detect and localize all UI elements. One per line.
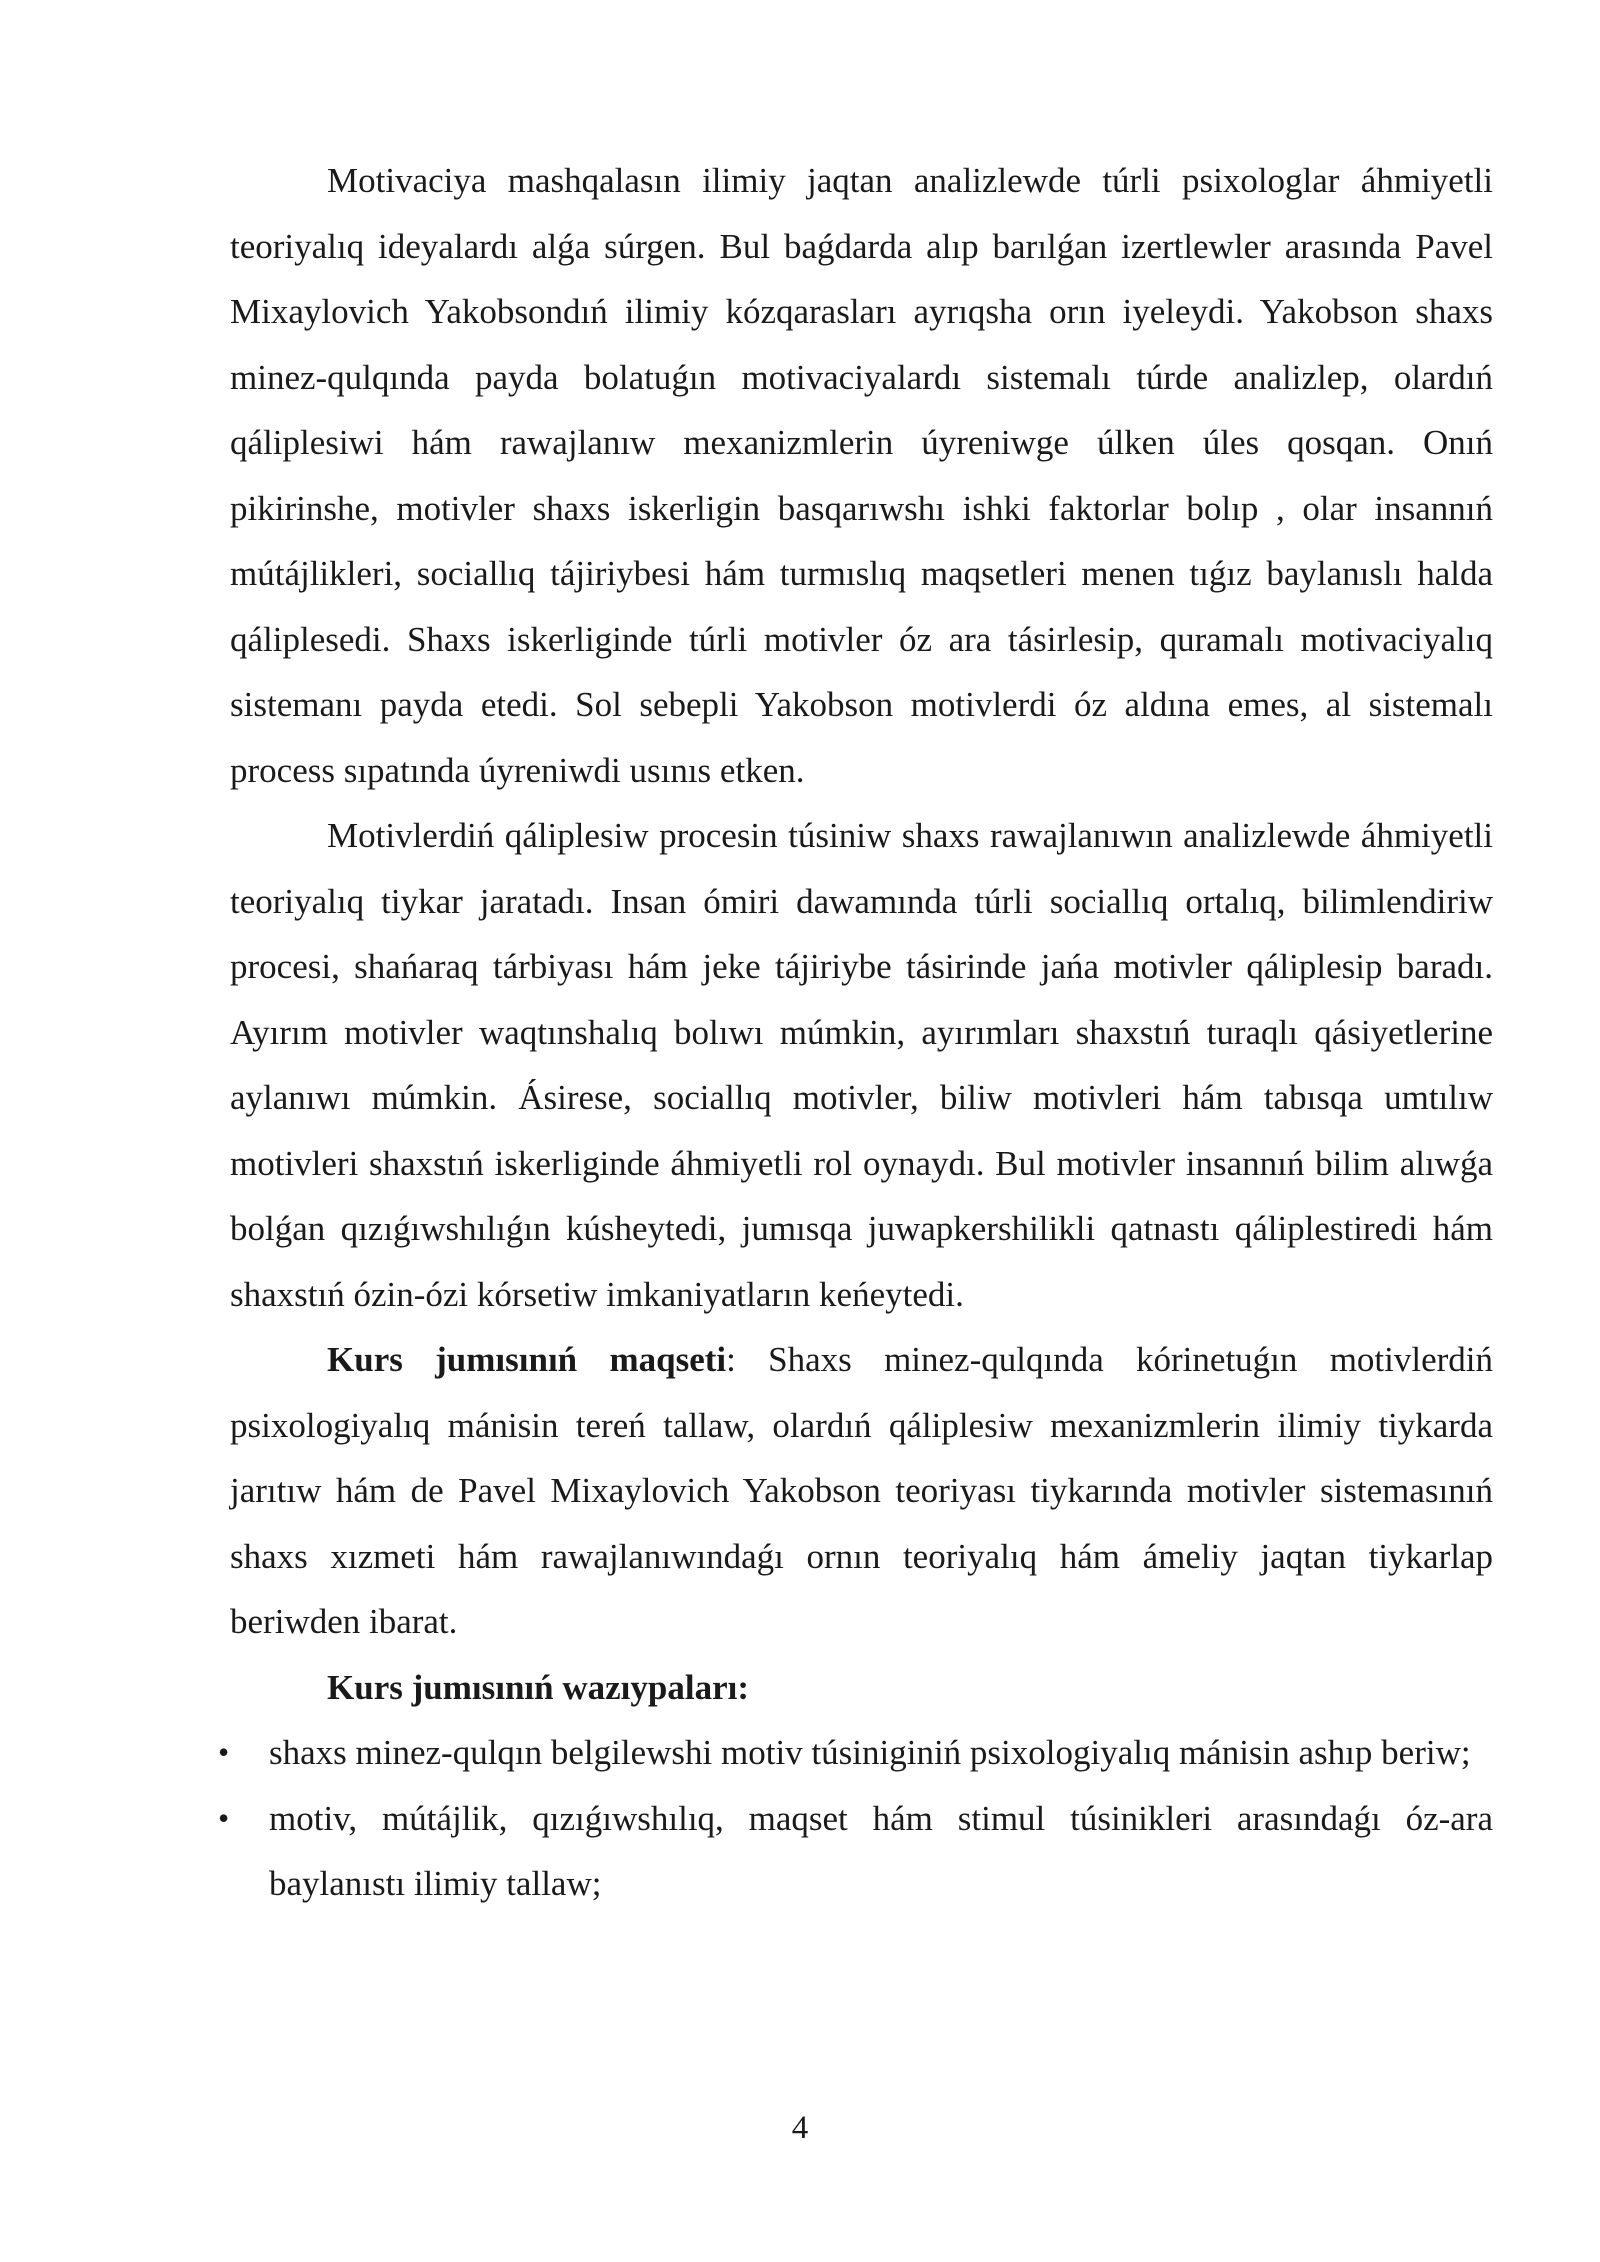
goal-text: Shaxs minez-qulqında kórinetuǵın motivlerdiń psixologiyalıq mánisin tereń tallaw, olardıń qáliplesiw mexanizmlerin ilimiy tiykarda jarıtıw hám de Pavel Mixaylovich Yakobson teoriyası tiykarında motivler sistemasınıń shaxs xızmeti hám rawajlanıwındaǵı ornın teoriyalıq hám ámeliy jaqtan tiykarlap beriwden ibarat. xyxy=(230,1340,1494,1641)
goal-separator: : xyxy=(726,1340,736,1379)
list-item xyxy=(218,1720,1493,1786)
tasks-list xyxy=(218,1720,1493,1917)
tasks-heading: Kurs jumısınıń wazıypaları: xyxy=(327,1667,749,1707)
bullet-icon: • xyxy=(218,1799,230,1836)
document-page xyxy=(218,148,1494,1917)
paragraph-course-goal xyxy=(230,1327,1493,1655)
paragraph-motive-formation: Motivlerdiń qáliplesiw procesin túsiniw shaxs rawajlanıwın analizlewde áhmiyetli teoriyalıq tiykar jaratadı. Insan ómiri dawamında túrli sociallıq ortalıq, bilimlendiriw procesi, shańaraq tárbiyası hám jeke tájiriybe tásirinde jańa motivler qáliplesip baradı. Ayırım motivler waqtınshalıq bolıwı múmkin, ayırımları shaxstıń turaqlı qásiyetlerine aylanıwı múmkin. Ásirese, sociallıq motivler, biliw motivleri hám tabısqa umtılıw motivleri shaxstıń iskerliginde áhmiyetli rol oynaydı. Bul motivler insannıń bilim alıwǵa bolǵan qızıǵıwshılıǵın kúsheytedi, jumısqa juwapkershilikli qatnastı qáliplestiredi hám shaxstıń ózin-ózi kórsetiw imkaniyatların keńeytedi. xyxy=(230,816,1493,1314)
task-text: motiv, mútájlik, qızıǵıwshılıq, maqset hám stimul túsinikleri arasındaǵı óz-ara baylanıstı ilimiy tallaw; xyxy=(269,1798,1493,1903)
bullet-icon: • xyxy=(218,1734,230,1770)
paragraph-motivation-intro: Motivaciya mashqalasın ilimiy jaqtan analizlewde túrli psixologlar áhmiyetli teoriyalıq ideyalardı alǵa súrgen. Bul baǵdarda alıp barılǵan izertlewler arasında Pavel Mixaylovich Yakobsondıń ilimiy kózqarasları ayrıqsha orın iyeleydi. Yakobson shaxs minez-qulqında payda bolatuǵın motivaciyalardı sistemalı túrde analizlep, olardıń qáliplesiwi hám rawajlanıw mexanizmlerin úyreniwge úlken úles qosqan. Onıń pikirinshe, motivler shaxs iskerligin basqarıwshı ishki faktorlar bolıp , olar insannıń mútájlikleri, sociallıq tájiriybesi hám turmıslıq maqsetleri menen tıǵız baylanıslı halda qáliplesedi. Shaxs iskerliginde túrli motivler óz ara tásirlesip, quramalı motivaciyalıq sistemanı payda etedi. Sol sebepli Yakobson motivlerdi óz aldına emes, al sistemalı process sıpatında úyreniwdi usınıs etken. xyxy=(230,161,1493,790)
goal-label: Kurs jumısınıń maqseti xyxy=(327,1340,727,1379)
list-item xyxy=(218,1786,1493,1917)
task-text: shaxs minez-qulqın belgilewshi motiv túsiniginiń psixologiyalıq mánisin ashıp beriw; xyxy=(269,1733,1471,1772)
page-number: 4 xyxy=(791,2110,809,2146)
